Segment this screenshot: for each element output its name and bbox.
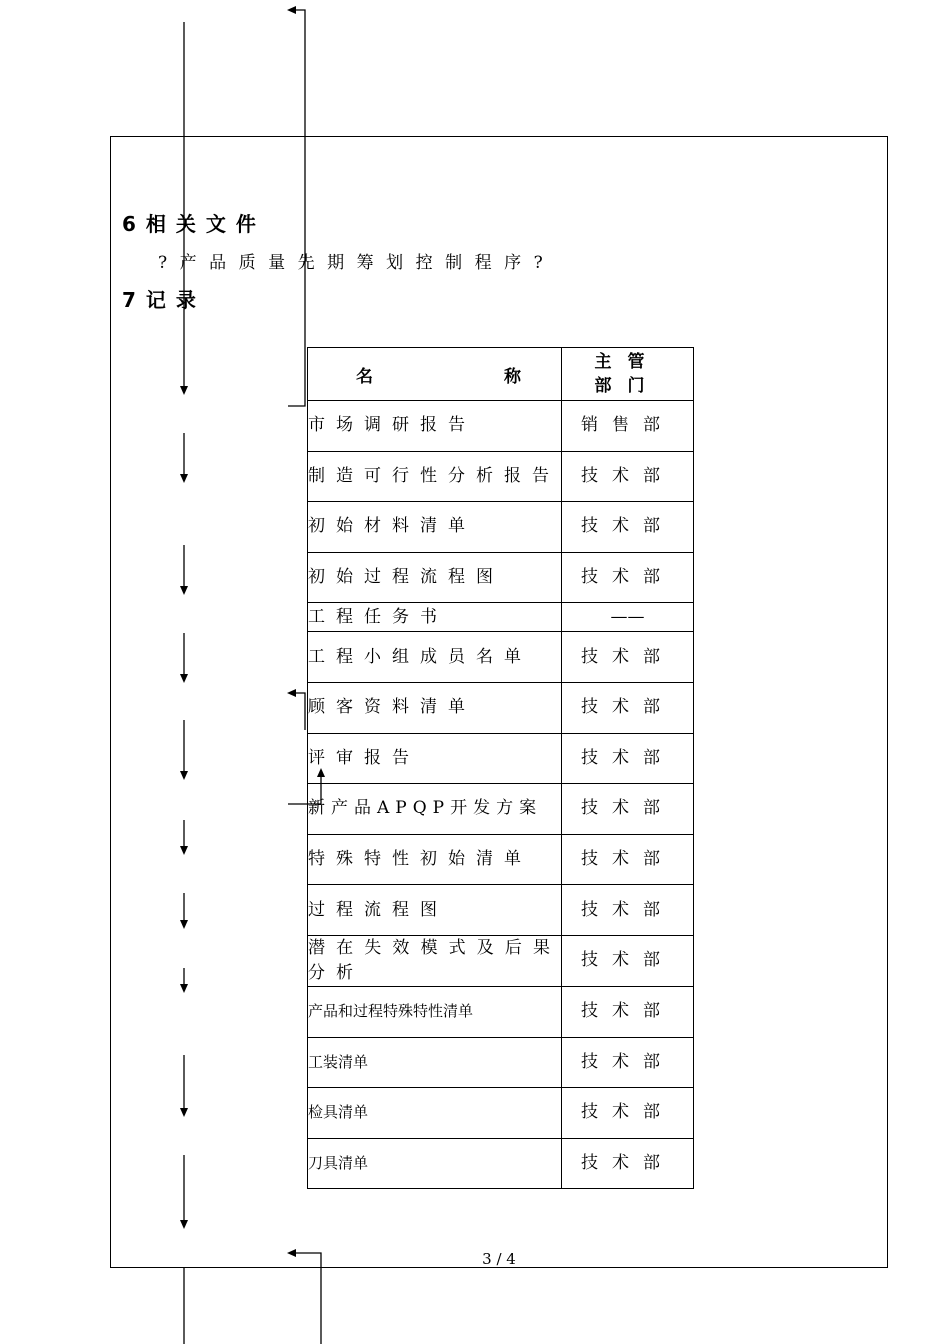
record-name: 新产品APQP开发方案 bbox=[308, 784, 562, 835]
record-name: 市场调研报告 bbox=[308, 401, 562, 452]
record-name: 初始材料清单 bbox=[308, 502, 562, 553]
table-row bbox=[308, 885, 694, 936]
record-dept: 技术部 bbox=[562, 632, 694, 683]
header-dept bbox=[562, 348, 694, 401]
record-dept: 技术部 bbox=[562, 986, 694, 1037]
table-row bbox=[308, 1037, 694, 1088]
record-name: 工装清单 bbox=[308, 1037, 562, 1088]
page-number: 3 / 4 bbox=[482, 1250, 516, 1268]
header-dept-line1: 主管 bbox=[594, 352, 661, 372]
record-dept: 技术部 bbox=[562, 1138, 694, 1189]
record-dept: 销售部 bbox=[562, 401, 694, 452]
table-row bbox=[308, 451, 694, 502]
record-dept: —— bbox=[562, 603, 694, 632]
table-row bbox=[308, 834, 694, 885]
record-name: 刀具清单 bbox=[308, 1138, 562, 1189]
record-dept: 技术部 bbox=[562, 502, 694, 553]
record-dept: 技术部 bbox=[562, 682, 694, 733]
record-dept: 技术部 bbox=[562, 552, 694, 603]
table-row bbox=[308, 603, 694, 632]
record-name: 工程任务书 bbox=[308, 603, 562, 632]
table-row bbox=[308, 401, 694, 452]
table-header-row bbox=[308, 348, 694, 401]
record-name: 顾客资料清单 bbox=[308, 682, 562, 733]
section-7-heading: 7记录 bbox=[122, 288, 206, 312]
table-row bbox=[308, 733, 694, 784]
table-row bbox=[308, 784, 694, 835]
related-document-reference: ?产品质量先期筹划控制程序? bbox=[158, 253, 556, 273]
table-row bbox=[308, 682, 694, 733]
record-name: 制造可行性分析报告 bbox=[308, 451, 562, 502]
table-row bbox=[308, 986, 694, 1037]
records-table bbox=[307, 347, 694, 1189]
record-dept: 技术部 bbox=[562, 784, 694, 835]
record-dept: 技术部 bbox=[562, 1037, 694, 1088]
record-name: 特殊特性初始清单 bbox=[308, 834, 562, 885]
record-dept: 技术部 bbox=[562, 935, 694, 986]
table-row bbox=[308, 935, 694, 986]
record-dept: 技术部 bbox=[562, 1088, 694, 1139]
record-name: 检具清单 bbox=[308, 1088, 562, 1139]
table-row bbox=[308, 1088, 694, 1139]
table-row bbox=[308, 632, 694, 683]
record-name: 评审报告 bbox=[308, 733, 562, 784]
table-row bbox=[308, 502, 694, 553]
record-name: 初始过程流程图 bbox=[308, 552, 562, 603]
header-dept-line2: 部门 bbox=[594, 376, 661, 396]
record-dept: 技术部 bbox=[562, 733, 694, 784]
section-6-heading: 6相关文件 bbox=[122, 212, 266, 236]
record-dept: 技术部 bbox=[562, 885, 694, 936]
record-name: 过程流程图 bbox=[308, 885, 562, 936]
table-row bbox=[308, 1138, 694, 1189]
record-dept: 技术部 bbox=[562, 451, 694, 502]
record-dept: 技术部 bbox=[562, 834, 694, 885]
record-name: 潜在失效模式及后果分析 bbox=[308, 935, 562, 986]
header-name: 名称 bbox=[308, 348, 562, 401]
table-row bbox=[308, 552, 694, 603]
record-name: 产品和过程特殊特性清单 bbox=[308, 986, 562, 1037]
record-name: 工程小组成员名单 bbox=[308, 632, 562, 683]
